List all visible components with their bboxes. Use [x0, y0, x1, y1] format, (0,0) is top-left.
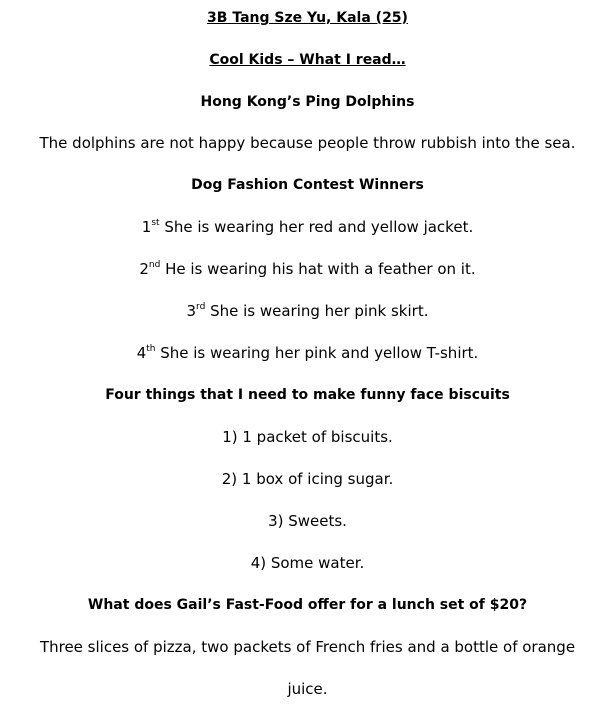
winner-text: He is wearing his hat with a feather on it.	[160, 260, 476, 278]
student-name-heading: 3B Tang Sze Yu, Kala (25)	[207, 10, 408, 26]
ordinal-suffix: th	[146, 344, 156, 354]
winner-text: She is wearing her pink skirt.	[205, 302, 429, 320]
winner-text: She is wearing her pink and yellow T-shirt.	[155, 344, 479, 362]
winner-4	[0, 343, 615, 363]
biscuits-heading: Four things that I need to make funny face biscuits	[105, 387, 510, 403]
winner-text: She is wearing her red and yellow jacket.	[159, 218, 474, 236]
biscuit-item-3: 3) Sweets.	[268, 512, 347, 530]
fastfood-answer-line-2: juice.	[287, 680, 328, 698]
winner-3	[0, 301, 615, 321]
winner-number: 2	[139, 260, 149, 278]
fastfood-answer-line-1: Three slices of pizza, two packets of French fries and a bottle of orange	[39, 638, 576, 656]
winner-number: 4	[136, 344, 147, 362]
winner-1	[0, 217, 615, 237]
biscuit-item-4: 4) Some water.	[250, 554, 365, 572]
ordinal-suffix: rd	[196, 302, 206, 312]
dolphins-heading: Hong Kong’s Ping Dolphins	[200, 94, 415, 110]
ordinal-suffix: nd	[148, 260, 161, 270]
winner-2	[0, 259, 615, 279]
biscuit-item-1: 1) 1 packet of biscuits.	[222, 428, 393, 446]
column-title: Cool Kids – What I read…	[209, 52, 406, 68]
dog-contest-heading: Dog Fashion Contest Winners	[191, 177, 424, 193]
dolphins-text: The dolphins are not happy because people throw rubbish into the sea.	[39, 134, 576, 152]
ordinal-suffix: st	[151, 218, 160, 228]
winner-number: 1	[141, 218, 152, 236]
winner-number: 3	[186, 302, 197, 320]
fastfood-question: What does Gail’s Fast-Food offer for a lunch set of $20?	[87, 597, 528, 613]
biscuit-item-2: 2) 1 box of icing sugar.	[221, 470, 394, 488]
